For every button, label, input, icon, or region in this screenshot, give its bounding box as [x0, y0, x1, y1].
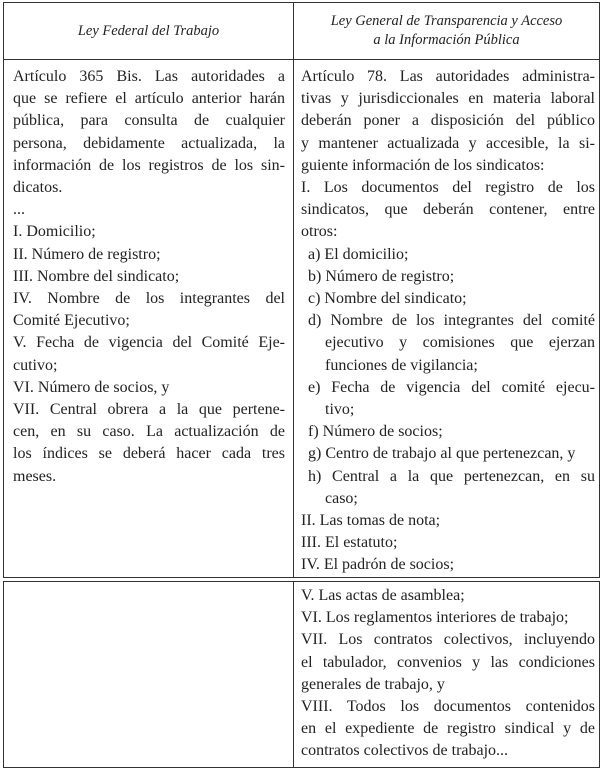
- text-line: I. Domicilio;: [13, 223, 96, 241]
- text-line: f) Número de socios;: [308, 423, 443, 441]
- text-line: II. Las tomas de nota;: [301, 511, 441, 529]
- text-line: ...: [13, 201, 25, 219]
- text-line: e) Fecha de vigencia del comité ejecu-: [308, 378, 595, 396]
- text-line: VII. Central obrera a la que pertene-: [13, 400, 285, 418]
- text-line: que se refiere el artículo anterior harán: [13, 90, 285, 108]
- text-line: VI. Número de socios, y: [13, 378, 170, 396]
- text-line: VII. Los contratos colectivos, incluyendo: [301, 631, 595, 649]
- text-line: información de los registros de los sin-: [13, 156, 285, 174]
- text-line: tivo;: [325, 400, 355, 418]
- column-divider: [293, 582, 294, 767]
- header-right-title-line2: a la Información Pública: [373, 32, 520, 48]
- text-line: dicatos.: [13, 178, 63, 196]
- header-left-title: Ley Federal del Trabajo: [77, 22, 220, 39]
- text-line: IV. El padrón de socios;: [301, 556, 455, 574]
- left-column-text: [13, 66, 285, 488]
- text-line: V. Las actas de asamblea;: [301, 587, 465, 604]
- text-line: a) El domicilio;: [308, 245, 409, 263]
- text-line: IV. Nombre de los integrantes del: [13, 289, 285, 307]
- text-line: en el expediente de registro sindical y de: [301, 720, 595, 738]
- text-line: funciones de vigilancia;: [325, 356, 478, 374]
- text-line: II. Número de registro;: [13, 245, 161, 263]
- text-line: persona, debidamente actualizada, la: [13, 134, 285, 152]
- text-line: guiente información de los sindicatos:: [301, 156, 545, 174]
- text-line: pública, para consulta de cualquier: [13, 112, 285, 130]
- text-line: d) Nombre de los integrantes del comité: [308, 312, 595, 330]
- header-right: [294, 3, 599, 59]
- text-line: Comité Ejecutivo;: [13, 312, 130, 330]
- text-line: VI. Los reglamentos interiores de trabajo;: [301, 609, 569, 627]
- right-column-text: [301, 66, 595, 577]
- text-line: el tabulador, convenios y las condiciones: [301, 653, 595, 671]
- column-divider: [293, 3, 294, 577]
- text-line: g) Centro de trabajo al que pertenezcan, y: [308, 445, 576, 463]
- text-line: III. Nombre del sindicato;: [13, 267, 180, 285]
- continuation-right-text: [301, 585, 595, 763]
- text-line: VIII. Todos los documentos contenidos: [301, 697, 595, 715]
- text-line: tivas y jurisdiccionales en materia laboral: [301, 90, 595, 108]
- text-line: ejecutivo y comisiones que ejerzan: [325, 334, 595, 352]
- header-divider: [4, 59, 599, 60]
- text-line: Artículo 78. Las autoridades administra-: [301, 68, 595, 85]
- header-right-title-line1: Ley General de Transparencia y Acceso: [330, 13, 563, 29]
- comparison-table: [3, 2, 600, 578]
- text-line: III. El estatuto;: [301, 534, 398, 552]
- text-line: h) Central a la que pertenezcan, en su: [308, 467, 595, 485]
- text-line: caso;: [325, 489, 358, 507]
- text-line: contratos colectivos de trabajo...: [301, 742, 509, 760]
- text-line: V. Fecha de vigencia del Comité Eje-: [13, 334, 285, 352]
- header-left: [4, 3, 293, 59]
- text-line: cen, en su caso. La actualización de: [13, 423, 285, 441]
- continuation-table: [3, 581, 600, 768]
- text-line: y mantener actualizada y accesible, la si-: [301, 134, 595, 152]
- text-line: los índices se deberá hacer cada tres: [13, 445, 285, 463]
- text-line: Artículo 365 Bis. Las autoridades a: [13, 68, 285, 85]
- text-line: otros:: [301, 223, 338, 241]
- text-line: sindicatos, que deberán contener, entre: [301, 201, 595, 219]
- text-line: c) Nombre del sindicato;: [308, 289, 467, 307]
- text-line: cutivo;: [13, 356, 58, 374]
- text-line: generales de trabajo, y: [301, 675, 445, 693]
- text-line: b) Número de registro;: [308, 267, 455, 285]
- text-line: I. Los documentos del registro de los: [301, 178, 595, 196]
- text-line: meses.: [13, 467, 57, 485]
- text-line: deberán poner a disposición del público: [301, 112, 595, 130]
